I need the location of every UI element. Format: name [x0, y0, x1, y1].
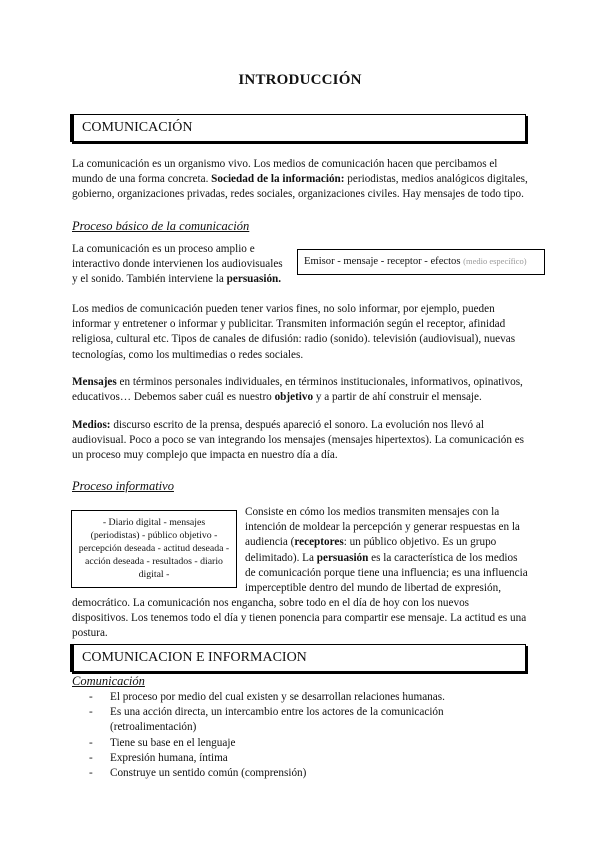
- paragraph-text: La comunicación es un proceso amplio e interactivo donde intervienen los audiovisuales y el sonido. También interviene la: [72, 243, 283, 286]
- list-bullet: -: [89, 706, 93, 719]
- section-heading-text: COMUNICACION E INFORMACION: [82, 650, 307, 665]
- list-item: [70, 736, 528, 751]
- subheading-comunicacion: Comunicación: [72, 674, 145, 688]
- section-heading-text: COMUNICACIÓN: [82, 120, 193, 135]
- paragraph-proceso-basico: [72, 242, 286, 288]
- paragraph-text: discurso escrito de la prensa, después apareció el sonoro. La evolución nos llevó al audiovisual. Poco a poco se van integrando los mensajes (mensajes hipertextos). La comunicación es un proceso muy complejo que impacta en nuestro día a día.: [72, 419, 525, 462]
- flow-note: (medio específico): [463, 256, 527, 266]
- paragraph-text: periodistas, medios analógicos digitales, gobierno, organizaciones privadas, redes sociales, organizaciones civiles. Hay mensajes de todo tipo.: [72, 173, 528, 201]
- informative-process-box: - Diario digital - mensajes (periodistas) - público objetivo - percepción deseada - actitud deseada - acción deseada - resultados - diario digital -: [71, 510, 237, 588]
- list-bullet: -: [89, 736, 93, 749]
- list-item: [70, 766, 528, 781]
- list-item-text: Tiene su base en el lenguaje: [110, 736, 236, 749]
- list-bullet: -: [89, 691, 93, 703]
- bold-term-mensajes: Mensajes: [72, 376, 117, 388]
- paragraph-text: Consiste en cómo los medios transmiten mensajes con la intención de moldear la percepción y generar respuestas en la audiencia (: [245, 506, 520, 549]
- list-item: [70, 705, 528, 735]
- paragraph-text: en términos personales individuales, en términos institucionales, informativos, opinativos, educativos… Debemos saber cuál es nuestro: [72, 376, 523, 404]
- subheading-proceso-informativo: Proceso informativo: [72, 479, 174, 493]
- bold-term-medios: Medios:: [72, 419, 111, 431]
- paragraph-fines: Los medios de comunicación pueden tener varios fines, no solo informar, por ejemplo, pueden informar y entretener o informar y publicitar. Transmiten información según el receptor, afinidad religiosa, cultural etc. Tipos de canales de difusión: radio (sonido). televisión (audiovisual), nuevas tecnologías, como los multimedias o redes sociales.: [72, 303, 516, 361]
- list-item: [70, 751, 528, 766]
- list-item-text: Expresión humana, íntima: [110, 751, 228, 764]
- section-heading-comunicacion-informacion: [70, 644, 526, 672]
- list-item: [70, 690, 528, 705]
- paragraph-democratico: democrático. La comunicación nos engancha, sobre todo en el día de hoy con los nuevos dispositivos. Los tenemos todo el día y tienen ponencia para compartir ese mensaje. La actitud es una postura.: [72, 597, 527, 640]
- paragraph-medios: [72, 418, 528, 464]
- list-item-text: El proceso por medio del cual existen y se desarrollan relaciones humanas.: [110, 691, 445, 703]
- section-heading-comunicacion: [70, 114, 526, 142]
- list-bullet: -: [89, 767, 93, 780]
- list-bullet: -: [89, 751, 93, 764]
- paragraph-intro: [72, 157, 528, 203]
- paragraph-text: La comunicación es un organismo vivo. Los medios de comunicación hacen que percibamos el mundo de una forma concreta.: [72, 158, 498, 186]
- list-item-text: Construye un sentido común (comprensión): [110, 767, 307, 780]
- paragraph-mensajes: [72, 375, 528, 405]
- list-item-text: Es una acción directa, un intercambio entre los actores de la comunicación (retroalimentación): [110, 706, 444, 734]
- paragraph-text: y a partir de ahí construir el mensaje.: [313, 391, 482, 404]
- paragraph-text: es la característica de los medios de comunicación porque tiene una influencia; es una influencia imperceptible dentro del mundo de libertad de expresión,: [245, 551, 528, 595]
- bold-term-receptores: receptores: [294, 536, 344, 549]
- bold-term-sociedad: Sociedad de la información:: [211, 173, 345, 186]
- page-title: INTRODUCCIÓN: [238, 72, 362, 88]
- comunicacion-list: [70, 690, 528, 781]
- communication-flow-box: [297, 249, 545, 275]
- bold-term-persuasion: persuasión.: [226, 273, 282, 286]
- paragraph-proceso-informativo: [245, 505, 529, 596]
- bold-term-persuasion-2: persuasión: [316, 551, 369, 564]
- flow-text: Emisor - mensaje - receptor - efectos: [304, 256, 464, 267]
- subheading-proceso-basico: Proceso básico de la comunicación: [72, 219, 250, 233]
- bold-term-objetivo: objetivo: [274, 391, 314, 404]
- paragraph-text: : un público objetivo. Es un grupo delimitado). La: [245, 536, 497, 564]
